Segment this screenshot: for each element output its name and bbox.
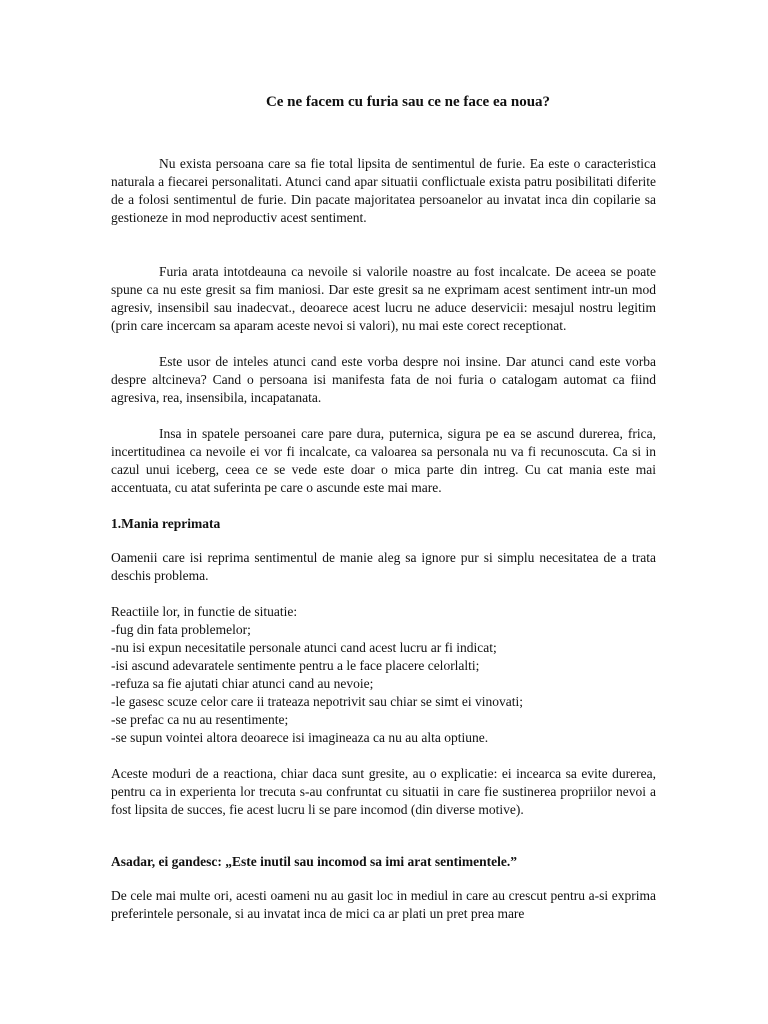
- paragraph-explanation: Aceste moduri de a reactiona, chiar daca sunt gresite, au o explicatie: ei incearca sa evite durerea, pentru ca in experienta lor trecuta s-au confruntat cu situatii in care fie sustinerea propriilor nevoi a fost lipsita de succes, fie acest lucru li se pare incomod (din diverse motive).: [111, 766, 656, 817]
- document-title: Ce ne facem cu furia sau ce ne face ea noua?: [265, 94, 551, 110]
- list-intro: Reactiile lor, in functie de situatie:: [111, 604, 298, 619]
- paragraph-needs: Furia arata intotdeauna ca nevoile si valorile noastre au fost incalcate. De aceea se poate spune ca nu este gresit sa fim maniosi. Dar este gresit sa ne exprimam acest sentiment intr-un mod agresiv, insensibil sau inadecvat., deoarece acest lucru ne aduce deservicii: mesajul nostru legitim (prin care incercam sa aparam aceste nevoi si valori), nu mai este corect receptionat.: [111, 264, 656, 333]
- list-item: -isi ascund adevaratele sentimente pentru a le face placere celorlalti;: [111, 658, 480, 673]
- paragraph-iceberg: Insa in spatele persoanei care pare dura, puternica, sigura pe ea se ascund durerea, frica, incertitudinea ca nevoile ei vor fi incalcate, ca valoarea sa personala nu va fi recunoscuta. Ca si in cazul unui iceberg, ceea ce se vede este doar o mica parte din intreg. Cu cat mania este mai accentuata, cu atat suferinta pe care o ascunde este mai mare.: [111, 426, 656, 495]
- list-item: -se supun vointei altora deoarece isi imagineaza ca nu au alta optiune.: [111, 730, 489, 745]
- paragraph-others: Este usor de inteles atunci cand este vorba despre noi insine. Dar atunci cand este vorba despre altcineva? Cand o persoana isi manifesta fata de noi furia o catalogam automat ca fiind agresiva, rea, insensibila, incapatanata.: [111, 354, 656, 405]
- list-item: -nu isi expun necesitatile personale atunci cand acest lucru ar fi indicat;: [111, 640, 497, 655]
- paragraph-upbringing: De cele mai multe ori, acesti oameni nu au gasit loc in mediul in care au crescut pentru a-si exprima preferintele personale, si au invatat inca de mici ca ar plati un pret prea mare: [111, 888, 656, 921]
- list-item: -le gasesc scuze celor care ii trateaza nepotrivit sau chiar se simt ei vinovati;: [111, 694, 523, 709]
- paragraph-intro: Nu exista persoana care sa fie total lipsita de sentimentul de furie. Ea este o caracteristica naturala a fiecarei personalitati. Atunci cand apar situatii conflictuale exista patru posibilitati diferite de a folosi sentimentul de furie. Din pacate majoritatea persoanelor au invatat inca din copilarie sa gestioneze in mod neproductiv acest sentiment.: [111, 156, 656, 225]
- list-item: -refuza sa fie ajutati chiar atunci cand au nevoie;: [111, 676, 374, 691]
- paragraph-repression: Oamenii care isi reprima sentimentul de manie aleg sa ignore pur si simplu necesitatea de a trata deschis problema.: [111, 550, 656, 583]
- section-heading-repressed-anger: 1.Mania reprimata: [111, 516, 221, 531]
- list-item: -fug din fata problemelor;: [111, 622, 251, 637]
- section-heading-thought: Asadar, ei gandesc: „Este inutil sau incomod sa imi arat sentimentele.”: [111, 854, 517, 869]
- list-item: -se prefac ca nu au resentimente;: [111, 712, 289, 727]
